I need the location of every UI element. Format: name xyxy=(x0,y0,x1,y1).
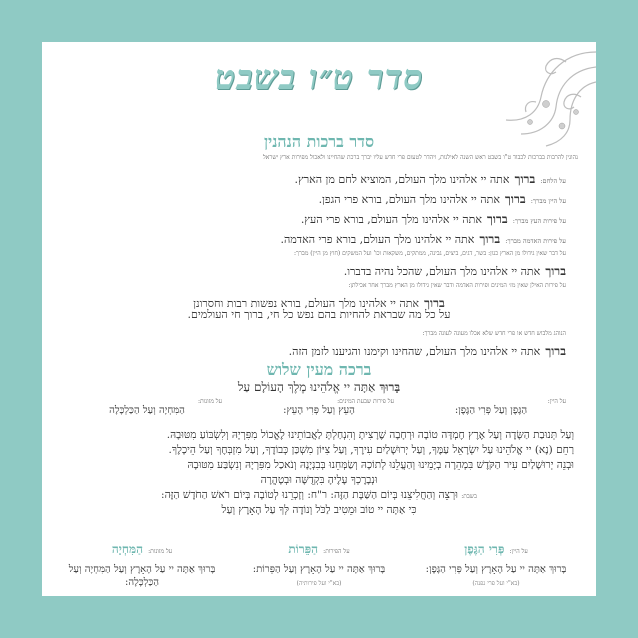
note-borei-nefashot: על פירות האילן שאין מז׳ המינים ופירות האדמה ודבר שאין גידולו מן הארץ מברך אחר אכילתן: xyxy=(348,282,566,289)
blessing-borei-nefashot-2: על כל מה שבראת להחיות בהם נפש כל חי, ברוך חי העולמים. xyxy=(187,308,451,321)
note-shehakol: על דבר שאין גידולו מן הארץ כגון: בשר, דגים, ביצים, גבינה, ממתקים, משקאות וכו' ועל המשקים (חוץ מן היין) מברך: xyxy=(294,250,566,257)
end-col-fruit: על הפירות: הַפֵּרוֹת בָּרוּךְ אַתָּה יי עַל הָאָרֶץ וְעַל הַפֵּרוֹת: (בא"י ועל פירותיה) xyxy=(252,542,386,587)
end-col-wine: על היין: פְּרִי הַגֶּפֶן בָּרוּךְ אַתָּה יי עַל הָאָרֶץ וְעַל פְּרִי הַגָּפֶן: (בא"י ועל פרי גפנה) xyxy=(425,542,567,587)
end-col-grain: על מזונות: הַמִּחְיָה בָּרוּךְ אַתָּה יי עַל הָאָרֶץ וְעַל הַמִּחְיָה וְעַל הַכַּלְכָּלָה: xyxy=(68,542,216,588)
meein-paragraph-1: וְעַל תְּנוּבַת הַשָּׂדֶה וְעַל אֶרֶץ חֶמְדָּה טוֹבָה וּרְחָבָה שֶׁרָצִיתָ וְהִנְחַלְתָּ לַאֲבוֹתֵינוּ לֶאֱכוֹל מִפִּרְיָהּ וְלִשְׂבּוֹעַ מִטּוּבָהּ. xyxy=(166,429,574,441)
meein-shalosh-opening: בָּרוּךְ אַתָּה יי אֱלֹהֵינוּ מֶלֶךְ הָעוֹלָם עַל xyxy=(237,380,401,394)
blessing-wine: על היין מברך: ברוך אתה יי אלהינו מלך העולם, בורא פרי הגפן. xyxy=(318,192,566,206)
blessing-bread: על הלחם: ברוך אתה יי אלהינו מלך העולם, המוציא לחם מן הארץ. xyxy=(294,172,566,186)
section-heading-blessings: סדר ברכות הנהנין xyxy=(263,132,375,151)
intro-text: נהוגין להרבות בברכות לכבוד ט"ו בשבט ראש השנה לאילנות, ויהדר לטעום פרי חדש עליו יברך ברכת שהחיינו ולאכול מפירות ארץ ישראל xyxy=(263,154,578,161)
meein-paragraph-4: וּנְבָרֶכְךָ עָלֶיהָ בִּקְדֻשָּׁה וּבְטָהֳרָה xyxy=(260,474,378,486)
meein-col-wine: על היין: הַגֶּפֶן וְעַל פְּרִי הַגֶּפֶן: xyxy=(454,398,566,416)
page-card xyxy=(42,42,596,596)
blessing-borei-nefashot-1: ברוך אתה יי אלהינו מלך העולם, בורא נפשות רבות וחסרונן xyxy=(193,296,445,310)
blessing-shehakol: ברוך אתה יי אלהינו מלך העולם, שהכל נהיה בדברו. xyxy=(343,264,566,278)
section-heading-meein-shalosh: ברכה מעין שלוש xyxy=(266,360,372,379)
blessing-ground-fruit: על פירות האדמה מברך: ברוך אתה יי אלהינו מלך העולם, בורא פרי האדמה. xyxy=(280,232,566,246)
meein-col-grain: על מזונות: הַמִּחְיָה וְעַל הַכַּלְכָּלָה xyxy=(109,398,222,416)
meein-col-fruit: על פירות שבעת המינים: הָעֵץ וְעַל פְּרִי הָעֵץ: xyxy=(283,398,394,416)
page-title: סדר ט״ו בשבט xyxy=(214,58,424,98)
note-shehecheyanu: הנוהג מלבוש חדש או פרי חדש שלא אכלו מעונה לעונה מברך: xyxy=(422,330,566,337)
blessing-tree-fruit: על פירות העץ מברך: ברוך אתה יי אלהינו מלך העולם, בורא פרי העץ. xyxy=(300,212,566,226)
meein-shabbat-line: בשבת: וּרְצֵה וְהַחֲלִיצֵנוּ בְּיוֹם הַשַּׁבָּת הַזֶּה: ר"ח: וְזָכְרֵנוּ לְטוֹבָה בְּיוֹם רֹאשׁ הַחֹדֶשׁ הַזֶּה: xyxy=(161,489,477,501)
meein-closing-line: כִּי אַתָּה יי טוֹב וּמֵטִיב לַכֹּל וְנוֹדֶה לְּךָ עַל הָאָרֶץ וְעַל xyxy=(221,504,417,516)
blessing-shehecheyanu: ברוך אתה יי אלהינו מלך העולם, שהחינו וקימנו והגיענו לזמן הזה. xyxy=(288,344,566,358)
meein-paragraph-3: וּבְנֵה יְרוּשָׁלַיִם עִיר הַקֹּדֶשׁ בִּמְהֵרָה בְיָמֵינוּ וְהַעֲלֵנוּ לְתוֹכָהּ וְשַׂמְּחֵנוּ בְּבִנְיָנָהּ וְנֹאכַל מִפִּרְיָהּ וְנִשְׂבַּע מִטּוּבָהּ xyxy=(187,459,574,471)
meein-paragraph-2: רַחֵם (נָא) יי אֱלֹהֵינוּ עַל יִשְׂרָאֵל עַמֶּךָ, וְעַל יְרוּשָׁלַיִם עִירֶךָ, וְעַל צִיּוֹן מִשְׁכַּן כְּבוֹדֶךָ, וְעַל מִזְבְּחֶךָ וְעַל הֵיכָלֶךָ. xyxy=(168,444,574,456)
